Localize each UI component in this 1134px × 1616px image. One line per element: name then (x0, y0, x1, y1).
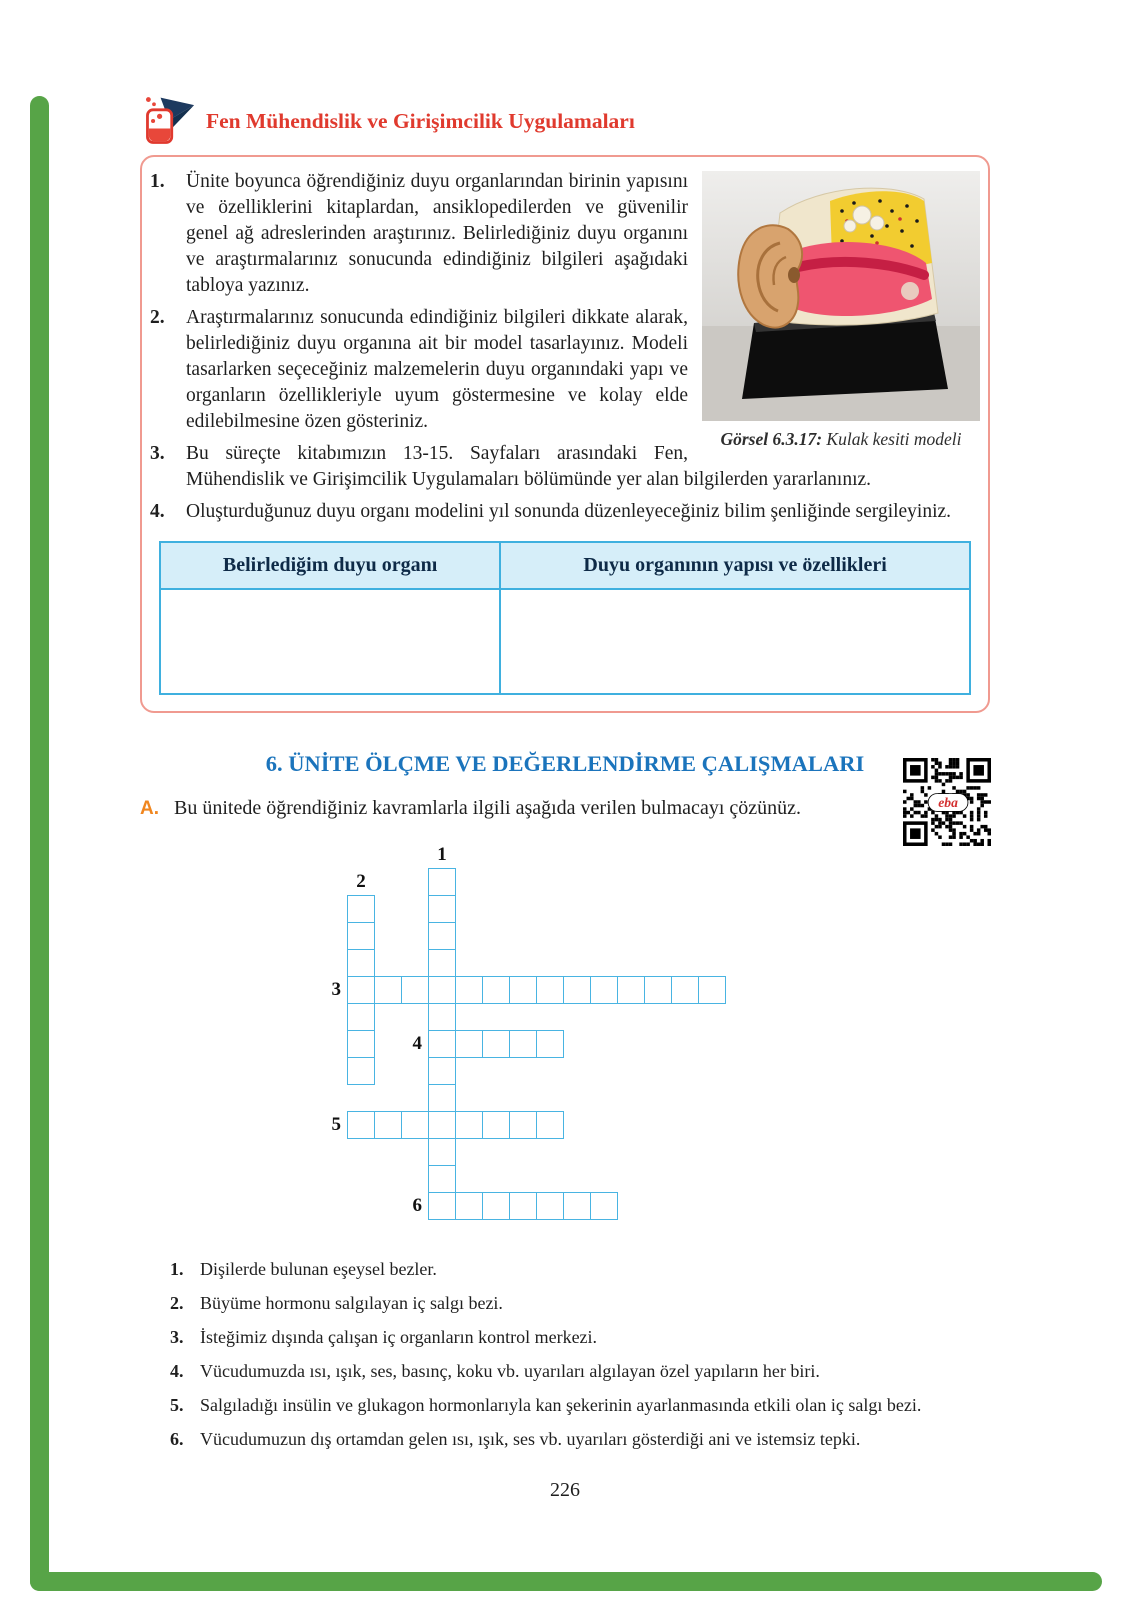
crossword-cell[interactable] (347, 922, 375, 950)
assessment-instruction (140, 795, 990, 822)
activity-item-2-number: 2. (150, 307, 165, 328)
crossword-cell[interactable] (347, 1003, 375, 1031)
clue-5-number: 5. (170, 1395, 184, 1415)
crossword-cell[interactable] (509, 976, 537, 1004)
crossword-number-3: 3 (331, 979, 341, 1000)
crossword-cell[interactable] (536, 1030, 564, 1058)
crossword-cell[interactable] (698, 976, 726, 1004)
clue-1-number: 1. (170, 1259, 184, 1279)
crossword-cell[interactable] (509, 1030, 537, 1058)
clue-6-number: 6. (170, 1429, 184, 1449)
crossword-cell[interactable] (428, 1030, 456, 1058)
crossword-cell[interactable] (455, 1192, 483, 1220)
activity-title: Fen Mühendislik ve Girişimcilik Uygulamaları (206, 108, 635, 133)
activity-item-2-text: Araştırmalarınız sonucunda edindiğiniz bilgileri dikkate alarak, belirlediğiniz duyu organına ait bir model tasarlayınız. Modeli tasarlarken seçeceğiniz malzemelerin duyu organındaki yapı ve organların özellikleriyle uyum göstermesine ve kolay elde edilebilmesine özen gösteriniz. (186, 307, 688, 432)
crossword-cell[interactable] (482, 1192, 510, 1220)
clue-1 (140, 1258, 990, 1281)
clue-5-text: Salgıladığı insülin ve glukagon hormonlarıyla kan şekerinin ayarlanmasında etkili olan iç salgı bezi. (200, 1395, 922, 1415)
crossword-cell[interactable] (347, 1111, 375, 1139)
crossword-cell[interactable] (347, 1057, 375, 1085)
table-cell-properties-input[interactable] (500, 589, 970, 694)
crossword-cell[interactable] (347, 1030, 375, 1058)
clue-3-text: İsteğimiz dışında çalışan iç organların kontrol merkezi. (200, 1327, 598, 1347)
assessment-item-text: Bu ünitede öğrendiğiniz kavramlarla ilgili aşağıda verilen bulmacayı çözünüz. (174, 797, 802, 819)
crossword-cell[interactable] (428, 895, 456, 923)
clue-4-text: Vücudumuzda ısı, ışık, ses, basınç, koku vb. uyarıları algılayan özel yapıların her biri. (200, 1361, 820, 1381)
crossword-clues (140, 1258, 990, 1451)
clue-3 (140, 1326, 990, 1349)
crossword-cell[interactable] (347, 949, 375, 977)
activity-item-1-text: Ünite boyunca öğrendiğiniz duyu organlarından birinin yapısını ve özelliklerini kitaplardan, ansiklopedilerden ve güvenilir genel ağ adreslerinden araştırınız. Belirlediğiniz duyu organını ve araştırmalarınız sonucunda edindiğiniz bilgileri aşağıdaki tabloya yazınız. (186, 171, 688, 296)
crossword-cell[interactable] (509, 1192, 537, 1220)
crossword-cell[interactable] (401, 1111, 429, 1139)
crossword-number-4: 4 (412, 1033, 422, 1054)
clue-4-number: 4. (170, 1361, 184, 1381)
crossword-cell[interactable] (455, 1111, 483, 1139)
activity-item-4-number: 4. (150, 501, 165, 522)
activity-item-4-text: Oluşturduğunuz duyu organı modelini yıl sonunda düzenleyeceğiniz bilim şenliğinde sergileyiniz. (186, 501, 952, 522)
clue-5 (140, 1394, 990, 1417)
crossword-cell[interactable] (428, 976, 456, 1004)
crossword-cell[interactable] (482, 1111, 510, 1139)
activity-item-3-number: 3. (150, 443, 165, 464)
figure-caption (702, 429, 980, 450)
clue-3-number: 3. (170, 1327, 184, 1347)
crossword-cell[interactable] (374, 976, 402, 1004)
page-edge-bar-bottom (30, 1572, 1102, 1591)
figure-caption-text: Kulak kesiti modeli (826, 429, 962, 449)
crossword-cell[interactable] (428, 868, 456, 896)
assessment-title: 6. ÜNİTE ÖLÇME VE DEĞERLENDİRME ÇALIŞMALARI (265, 751, 865, 776)
crossword-cell[interactable] (428, 1084, 456, 1112)
activity-item-3-text: Bu süreçte kitabımızın 13-15. Sayfaları arasındaki Fen, Mühendislik ve Girişimcilik Uygulamaları bölümünde yer alan bilgilerden yararlanınız. (186, 443, 872, 490)
crossword-cell[interactable] (455, 976, 483, 1004)
crossword-grid (140, 838, 990, 1230)
research-table (159, 541, 971, 695)
crossword-cell[interactable] (671, 976, 699, 1004)
crossword-cell[interactable] (590, 1192, 618, 1220)
clue-4 (140, 1360, 990, 1383)
clue-6 (140, 1428, 990, 1451)
clue-6-text: Vücudumuzun dış ortamdan gelen ısı, ışık, ses vb. uyarıları gösterdiği ani ve istemsiz tepki. (200, 1429, 861, 1449)
table-header-properties: Duyu organının yapısı ve özellikleri (500, 542, 970, 589)
crossword-cell[interactable] (428, 949, 456, 977)
activity-box (140, 155, 990, 713)
crossword-cell[interactable] (428, 1165, 456, 1193)
assessment-item-label: A. (140, 798, 159, 819)
table-cell-organ-input[interactable] (160, 589, 500, 694)
crossword-cell[interactable] (536, 976, 564, 1004)
table-header-organ: Belirlediğim duyu organı (160, 542, 500, 589)
crossword-cell[interactable] (482, 1030, 510, 1058)
clue-2-number: 2. (170, 1293, 184, 1313)
activity-header (140, 0, 990, 149)
crossword-cell[interactable] (428, 1192, 456, 1220)
page-number: 226 (550, 1479, 580, 1501)
crossword-cell[interactable] (401, 976, 429, 1004)
crossword-cell[interactable] (590, 976, 618, 1004)
activity-item-1-number: 1. (150, 171, 165, 192)
clue-2-text: Büyüme hormonu salgılayan iç salgı bezi. (200, 1293, 503, 1313)
figure-caption-label: Görsel 6.3.17: (720, 429, 823, 449)
activity-item-4 (150, 499, 980, 525)
crossword-cell[interactable] (455, 1030, 483, 1058)
crossword-cell[interactable] (428, 1003, 456, 1031)
ear-model-figure (702, 171, 980, 450)
crossword-cell[interactable] (428, 1138, 456, 1166)
crossword-cell[interactable] (563, 976, 591, 1004)
ear-model-image (702, 171, 980, 421)
clue-1-text: Dişilerde bulunan eşeysel bezler. (200, 1259, 437, 1279)
crossword-cell[interactable] (428, 1057, 456, 1085)
crossword-number-6: 6 (412, 1195, 422, 1216)
crossword-cell[interactable] (347, 976, 375, 1004)
crossword-cell[interactable] (617, 976, 645, 1004)
crossword-number-1: 1 (437, 844, 447, 865)
crossword-cell[interactable] (482, 976, 510, 1004)
crossword-cell[interactable] (536, 1111, 564, 1139)
svg-text:eba: eba (938, 795, 958, 811)
crossword-cell[interactable] (509, 1111, 537, 1139)
crossword-cell[interactable] (563, 1192, 591, 1220)
crossword-cell[interactable] (347, 895, 375, 923)
crossword-cell[interactable] (644, 976, 672, 1004)
crossword-number-2: 2 (356, 871, 366, 892)
flask-icon (140, 93, 196, 149)
crossword-cell[interactable] (428, 922, 456, 950)
crossword-cell[interactable] (536, 1192, 564, 1220)
crossword-cell[interactable] (428, 1111, 456, 1139)
crossword-cell[interactable] (374, 1111, 402, 1139)
crossword-number-5: 5 (331, 1114, 341, 1135)
clue-2 (140, 1292, 990, 1315)
